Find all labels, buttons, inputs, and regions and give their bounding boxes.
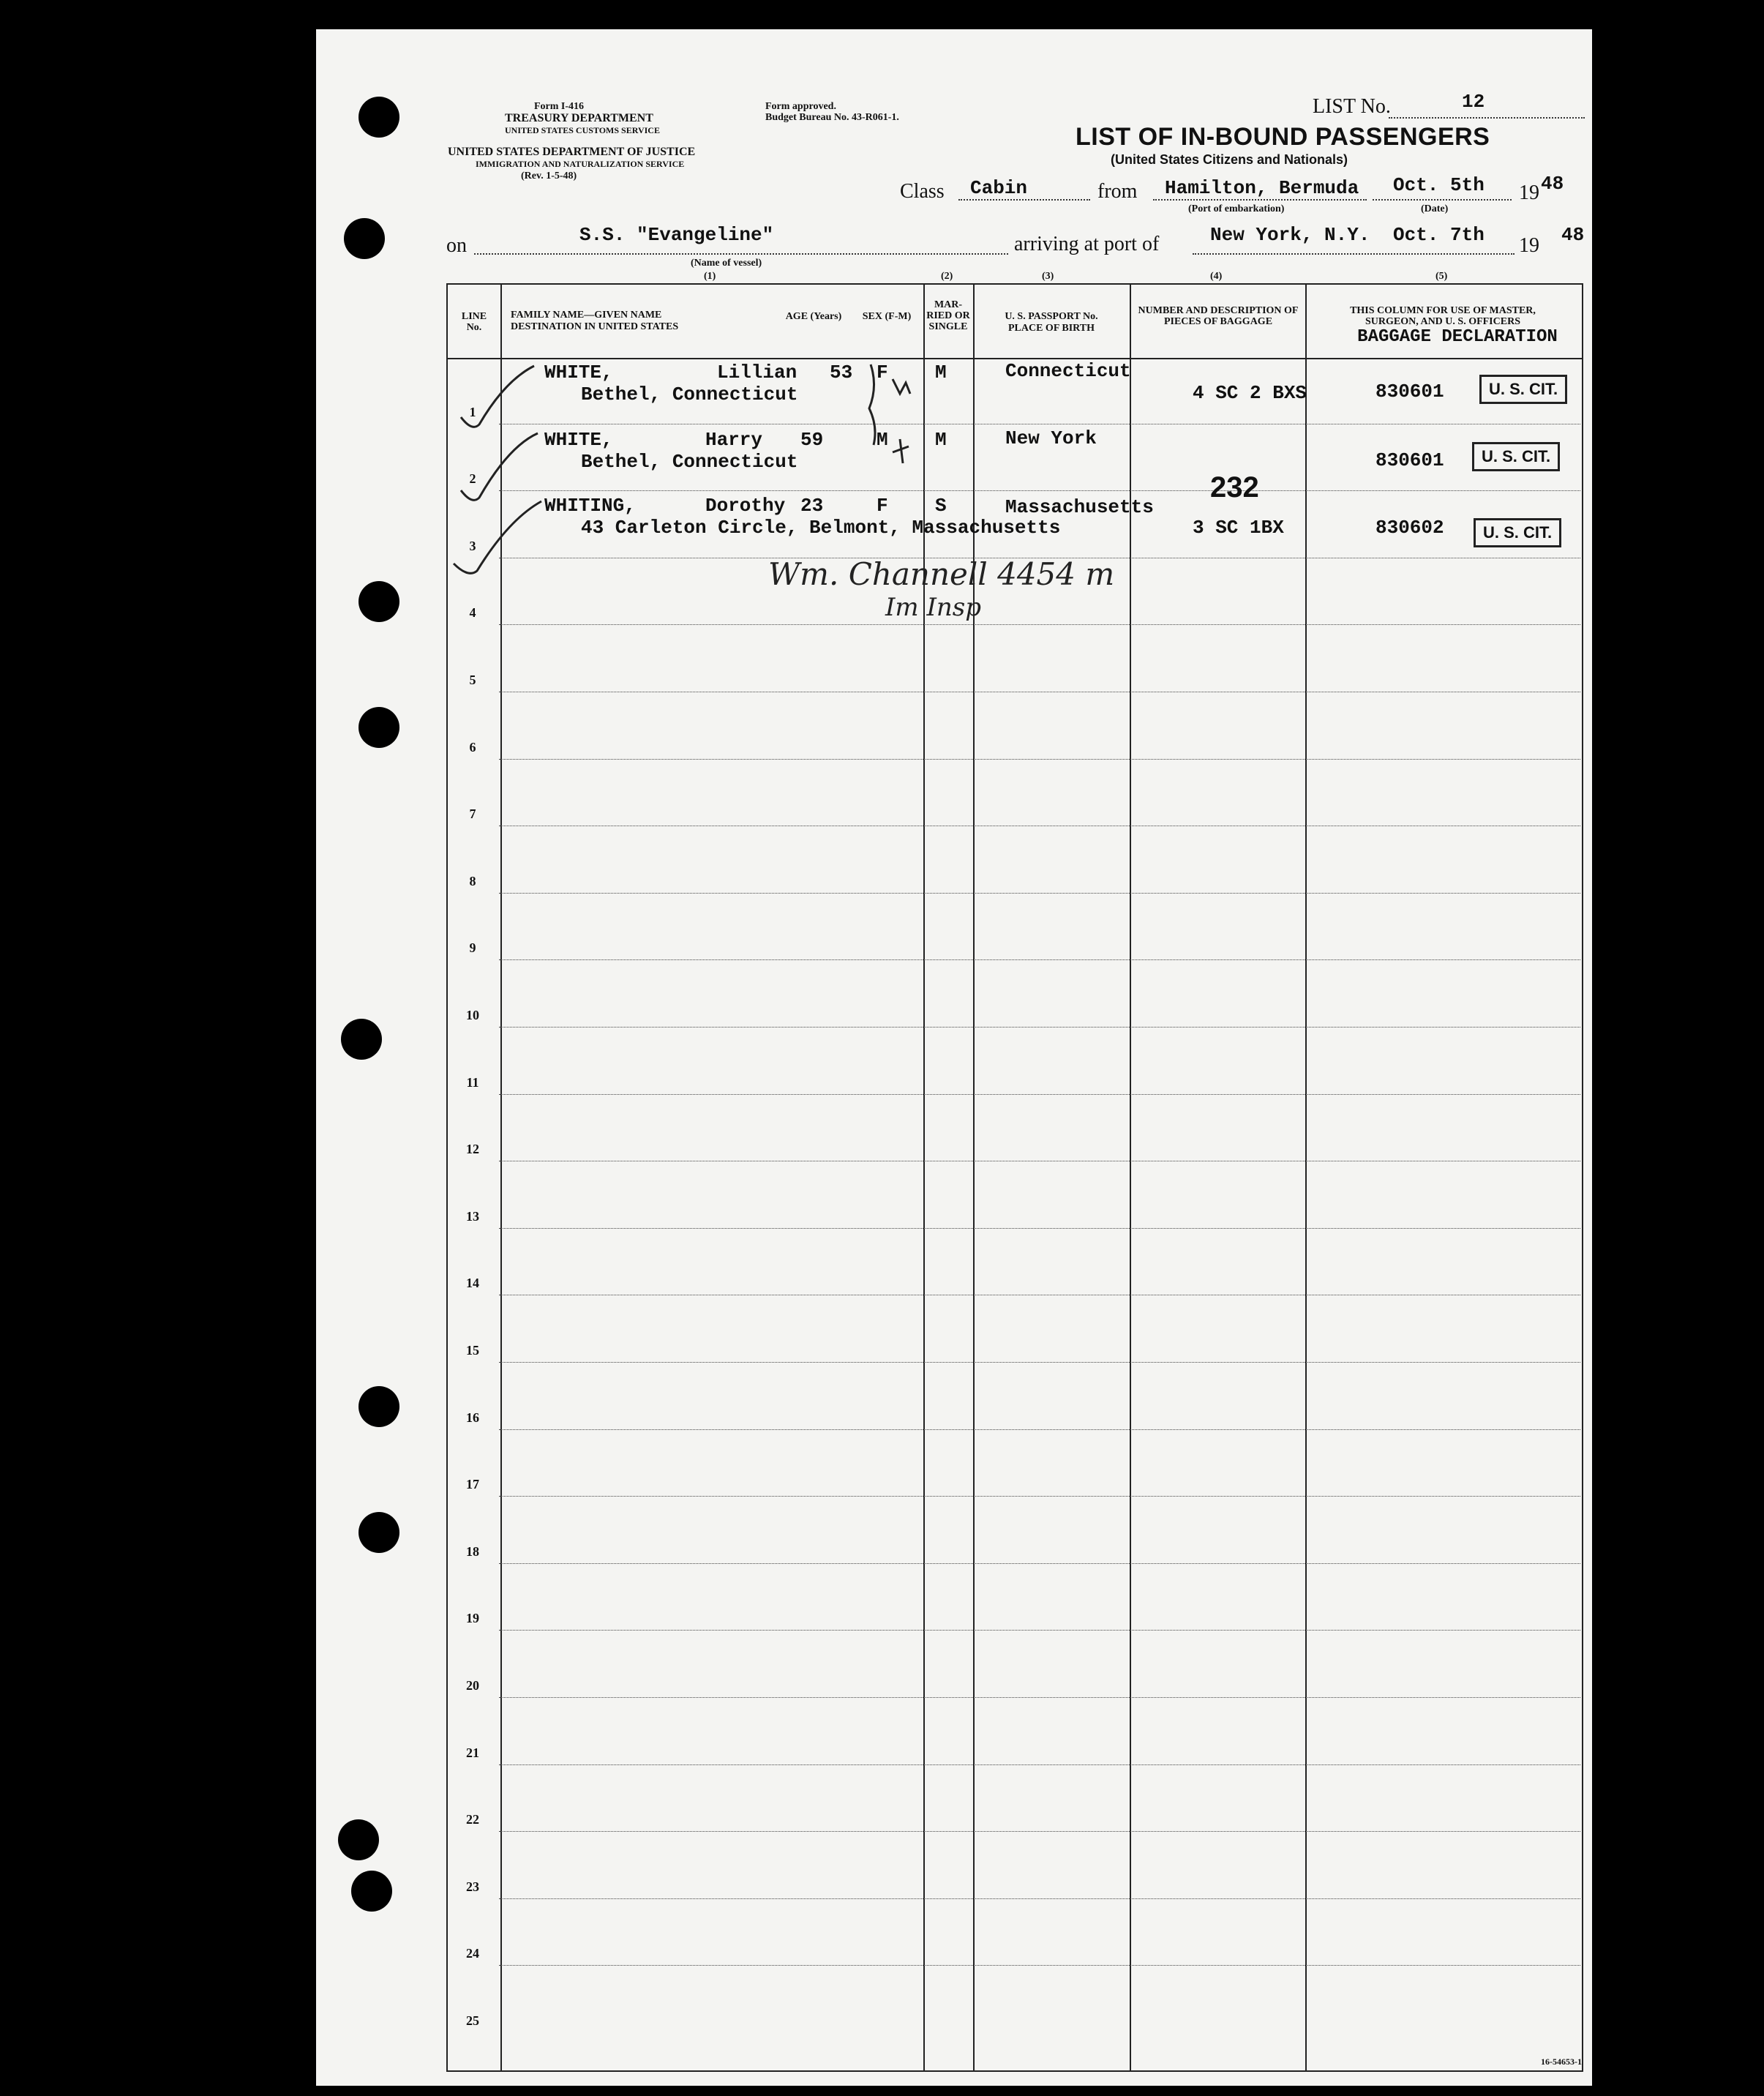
passenger-3-destination: 43 Carleton Circle, Belmont, Massachusetts <box>581 517 1061 539</box>
passenger-2-sex: M <box>877 429 888 451</box>
passenger-1-baggage: 4 SC 2 BXS <box>1193 382 1307 404</box>
binder-hole <box>359 1386 399 1427</box>
arrival-year-prefix: 19 <box>1519 234 1539 257</box>
row-number: 2 <box>469 471 476 486</box>
row-number: 3 <box>469 539 476 553</box>
passenger-1-marital: M <box>935 362 947 383</box>
row-number: 11 <box>466 1075 479 1090</box>
binder-hole <box>359 581 399 622</box>
passenger-1-family: WHITE, <box>544 362 613 383</box>
arrival-year: 48 <box>1561 224 1585 246</box>
col-number-5: (5) <box>1435 271 1448 282</box>
row-number: 20 <box>466 1678 479 1693</box>
row-line <box>499 1764 1580 1765</box>
document-title: LIST OF IN-BOUND PASSENGERS <box>1076 123 1490 151</box>
row-number: 16 <box>466 1410 479 1425</box>
header-married: MAR-RIED OR SINGLE <box>926 299 970 332</box>
passenger-2-destination: Bethel, Connecticut <box>581 451 798 473</box>
passenger-2-birthplace: New York <box>1005 427 1097 449</box>
binder-hole <box>351 1871 392 1912</box>
row-line <box>499 1630 1580 1631</box>
passenger-2-marital: M <box>935 429 947 451</box>
row-number: 12 <box>466 1142 479 1156</box>
row-line <box>499 1496 1580 1497</box>
row-number: 24 <box>466 1946 479 1961</box>
us-citizen-stamp: U. S. CIT. <box>1479 375 1567 404</box>
passenger-1-given: Lillian <box>717 362 797 383</box>
header-officers: THIS COLUMN FOR USE OF MASTER, SURGEON, AND U. S. OFFICERS <box>1350 305 1536 327</box>
passenger-3-sex: F <box>877 495 888 517</box>
row-number: 21 <box>466 1745 479 1760</box>
row-line <box>499 624 1580 625</box>
header-declaration: BAGGAGE DECLARATION <box>1357 327 1558 347</box>
check-marks <box>439 351 563 585</box>
year-prefix: 19 <box>1519 181 1539 204</box>
passenger-3-age: 23 <box>800 495 824 517</box>
list-no-label: LIST No. <box>1313 95 1391 118</box>
row-number: 18 <box>466 1544 479 1559</box>
form-number: Form I-416 <box>534 101 585 112</box>
departure-year: 48 <box>1541 173 1564 195</box>
us-citizen-stamp: U. S. CIT. <box>1472 442 1560 471</box>
row-number: 19 <box>466 1611 479 1625</box>
row-number: 7 <box>469 806 476 821</box>
binder-hole <box>344 218 385 259</box>
passenger-1-birthplace: Connecticut <box>1005 360 1131 382</box>
sex-brackets <box>863 357 922 496</box>
row-number: 23 <box>466 1879 479 1894</box>
row-number: 15 <box>466 1343 479 1358</box>
passenger-3-declaration: 830602 <box>1375 517 1444 539</box>
passenger-1-declaration: 830601 <box>1375 381 1444 403</box>
class-label: Class <box>900 180 945 203</box>
header-baggage: NUMBER AND DESCRIPTION OF PIECES OF BAGGAGE <box>1138 305 1299 327</box>
port-of-embarkation: Hamilton, Bermuda <box>1165 177 1359 199</box>
passenger-count: 232 <box>1210 471 1259 504</box>
ins-service: IMMIGRATION AND NATURALIZATION SERVICE <box>476 159 685 169</box>
from-label: from <box>1097 180 1138 203</box>
inspector-title: Im Insp <box>885 593 982 622</box>
header-sex: SEX (F-M) <box>862 311 912 322</box>
row-line <box>499 1831 1580 1832</box>
passenger-2-declaration: 830601 <box>1375 449 1444 471</box>
passenger-table <box>446 283 1583 2072</box>
departure-date: Oct. 5th <box>1393 174 1485 196</box>
row-line <box>499 1027 1580 1028</box>
vessel-caption: (Name of vessel) <box>691 258 762 269</box>
row-number: 8 <box>469 874 476 888</box>
row-number: 14 <box>466 1276 479 1290</box>
row-number: 5 <box>469 673 476 687</box>
binder-hole <box>341 1019 382 1060</box>
row-line <box>499 1563 1580 1564</box>
row-number: 9 <box>469 940 476 955</box>
row-line <box>499 759 1580 760</box>
passenger-2-family: WHITE, <box>544 429 613 451</box>
col-number-1: (1) <box>704 271 716 282</box>
budget-bureau: Budget Bureau No. 43-R061-1. <box>765 112 899 123</box>
binder-hole <box>359 97 399 138</box>
class-value: Cabin <box>970 177 1028 199</box>
row-number: 13 <box>466 1209 479 1224</box>
header-line-no: LINE No. <box>461 311 487 333</box>
passenger-3-baggage: 3 SC 1BX <box>1193 517 1284 539</box>
treasury-dept: TREASURY DEPARTMENT <box>505 112 653 124</box>
passenger-1-age: 53 <box>830 362 853 383</box>
col-number-2: (2) <box>941 271 953 282</box>
row-number: 25 <box>466 2013 479 2028</box>
row-number: 10 <box>466 1008 479 1022</box>
list-no-value: 12 <box>1462 91 1485 113</box>
row-line <box>499 1362 1580 1363</box>
justice-dept: UNITED STATES DEPARTMENT OF JUSTICE <box>448 146 696 158</box>
row-line <box>499 893 1580 894</box>
row-number: 17 <box>466 1477 479 1491</box>
passenger-3-given: Dorothy <box>705 495 786 517</box>
row-line <box>499 1965 1580 1966</box>
header-name: FAMILY NAME—GIVEN NAME <box>511 310 662 321</box>
row-line <box>499 1094 1580 1095</box>
binder-hole <box>338 1819 379 1860</box>
row-line <box>499 1697 1580 1698</box>
port-embark-caption: (Port of embarkation) <box>1188 203 1285 214</box>
row-line <box>499 1228 1580 1229</box>
date-caption: (Date) <box>1421 203 1449 214</box>
arrival-port: New York, N.Y. <box>1210 224 1370 246</box>
footer-code: 16-54653-1 <box>1541 2056 1582 2067</box>
revision-date: (Rev. 1-5-48) <box>521 171 577 181</box>
form-approved: Form approved. <box>765 101 836 112</box>
row-line <box>499 959 1580 960</box>
row-number: 4 <box>469 605 476 620</box>
passenger-2-age: 59 <box>800 429 824 451</box>
row-number: 1 <box>469 405 476 419</box>
customs-service: UNITED STATES CUSTOMS SERVICE <box>505 125 660 135</box>
header-destination: DESTINATION IN UNITED STATES <box>511 321 679 332</box>
arriving-label: arriving at port of <box>1014 233 1160 255</box>
vessel-name: S.S. "Evangeline" <box>579 224 774 246</box>
col-number-4: (4) <box>1210 271 1223 282</box>
header-birthplace: PLACE OF BIRTH <box>1007 323 1095 334</box>
row-number: 6 <box>469 740 476 755</box>
us-citizen-stamp: U. S. CIT. <box>1474 518 1561 547</box>
header-passport: U. S. PASSPORT No. <box>1005 311 1098 322</box>
arrival-date: Oct. 7th <box>1393 224 1485 246</box>
row-line <box>499 1429 1580 1430</box>
row-line <box>499 490 1580 491</box>
passenger-2-given: Harry <box>705 429 763 451</box>
header-age: AGE (Years) <box>785 311 842 322</box>
binder-hole <box>359 1512 399 1553</box>
row-number: 22 <box>466 1812 479 1827</box>
passenger-3-marital: S <box>935 495 947 517</box>
on-label: on <box>446 234 467 257</box>
binder-hole <box>359 707 399 748</box>
row-line <box>499 1898 1580 1899</box>
col-number-3: (3) <box>1042 271 1054 282</box>
passenger-3-birthplace: Massachusetts <box>1005 496 1154 518</box>
passenger-3-family: WHITING, <box>544 495 636 517</box>
inspector-signature: Wm. Channell 4454 m <box>768 556 1115 592</box>
passenger-1-destination: Bethel, Connecticut <box>581 383 798 405</box>
passenger-1-sex: F <box>877 362 888 383</box>
document-subtitle: (United States Citizens and Nationals) <box>1111 152 1348 167</box>
